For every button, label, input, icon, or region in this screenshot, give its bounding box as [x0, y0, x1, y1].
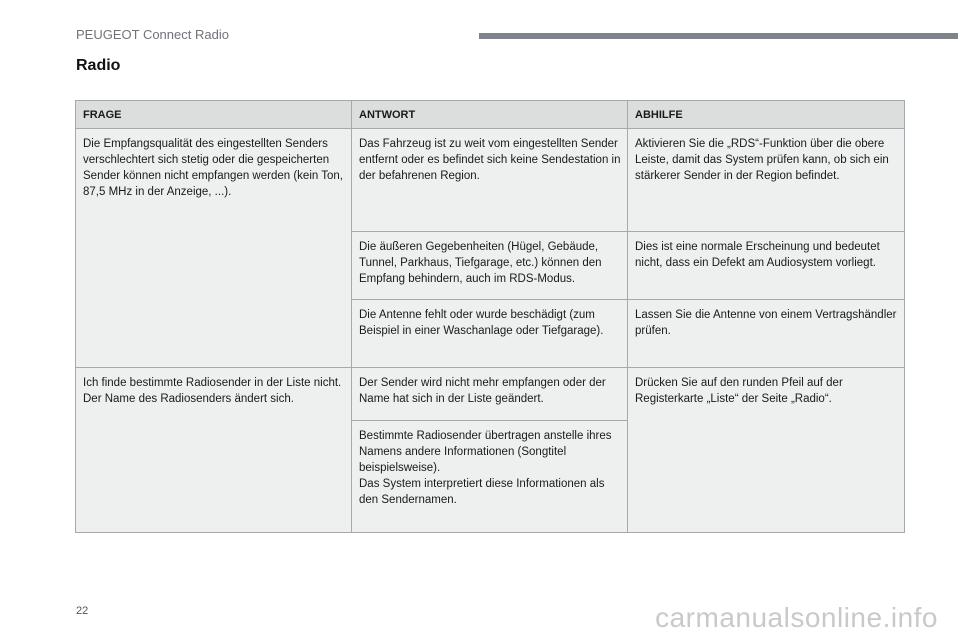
antwort-cell: Der Sender wird nicht mehr empfangen oder der Name hat sich in der Liste geändert. [352, 368, 628, 421]
frage-cell: Ich finde bestimmte Radiosender in der Liste nicht. Der Name des Radiosenders ändert sich. [76, 368, 352, 533]
section-title: Radio [76, 57, 121, 74]
column-header-antwort: ANTWORT [352, 101, 628, 129]
frage-cell: Die Empfangsqualität des eingestellten Senders verschlechtert sich stetig oder die gespeicherten Sender können nicht empfangen werden (kein Ton, 87,5 MHz in der Anzeige, ...). [76, 129, 352, 368]
antwort-cell: Das Fahrzeug ist zu weit vom eingestellten Sender entfernt oder es befindet sich keine Sendestation in der befahrenen Region. [352, 129, 628, 232]
abhilfe-cell: Drücken Sie auf den runden Pfeil auf der Registerkarte „Liste“ der Seite „Radio“. [628, 368, 905, 533]
table-row [76, 368, 905, 421]
header-divider-bar [479, 33, 958, 39]
antwort-cell: Die äußeren Gegebenheiten (Hügel, Gebäude, Tunnel, Parkhaus, Tiefgarage, etc.) können den Empfang behindern, auch im RDS-Modus. [352, 232, 628, 300]
table-row [76, 129, 905, 232]
document-header-title: PEUGEOT Connect Radio [76, 27, 229, 42]
troubleshooting-table [75, 100, 905, 533]
column-header-abhilfe: ABHILFE [628, 101, 905, 129]
abhilfe-cell: Aktivieren Sie die „RDS“-Funktion über die obere Leiste, damit das System prüfen kann, ob sich ein stärkerer Sender in der Region befindet. [628, 129, 905, 232]
abhilfe-cell: Lassen Sie die Antenne von einem Vertragshändler prüfen. [628, 300, 905, 368]
column-header-frage: FRAGE [76, 101, 352, 129]
page-number: 22 [76, 605, 89, 617]
watermark: carmanualsonline.info [655, 602, 938, 633]
table-header-row [76, 101, 905, 129]
antwort-cell: Bestimmte Radiosender übertragen anstelle ihres Namens andere Informationen (Songtitel beispielsweise). Das System interpretiert diese Informationen als den Sendernamen. [352, 421, 628, 533]
antwort-cell: Die Antenne fehlt oder wurde beschädigt (zum Beispiel in einer Waschanlage oder Tiefgarage). [352, 300, 628, 368]
abhilfe-cell: Dies ist eine normale Erscheinung und bedeutet nicht, dass ein Defekt am Audiosystem vorliegt. [628, 232, 905, 300]
